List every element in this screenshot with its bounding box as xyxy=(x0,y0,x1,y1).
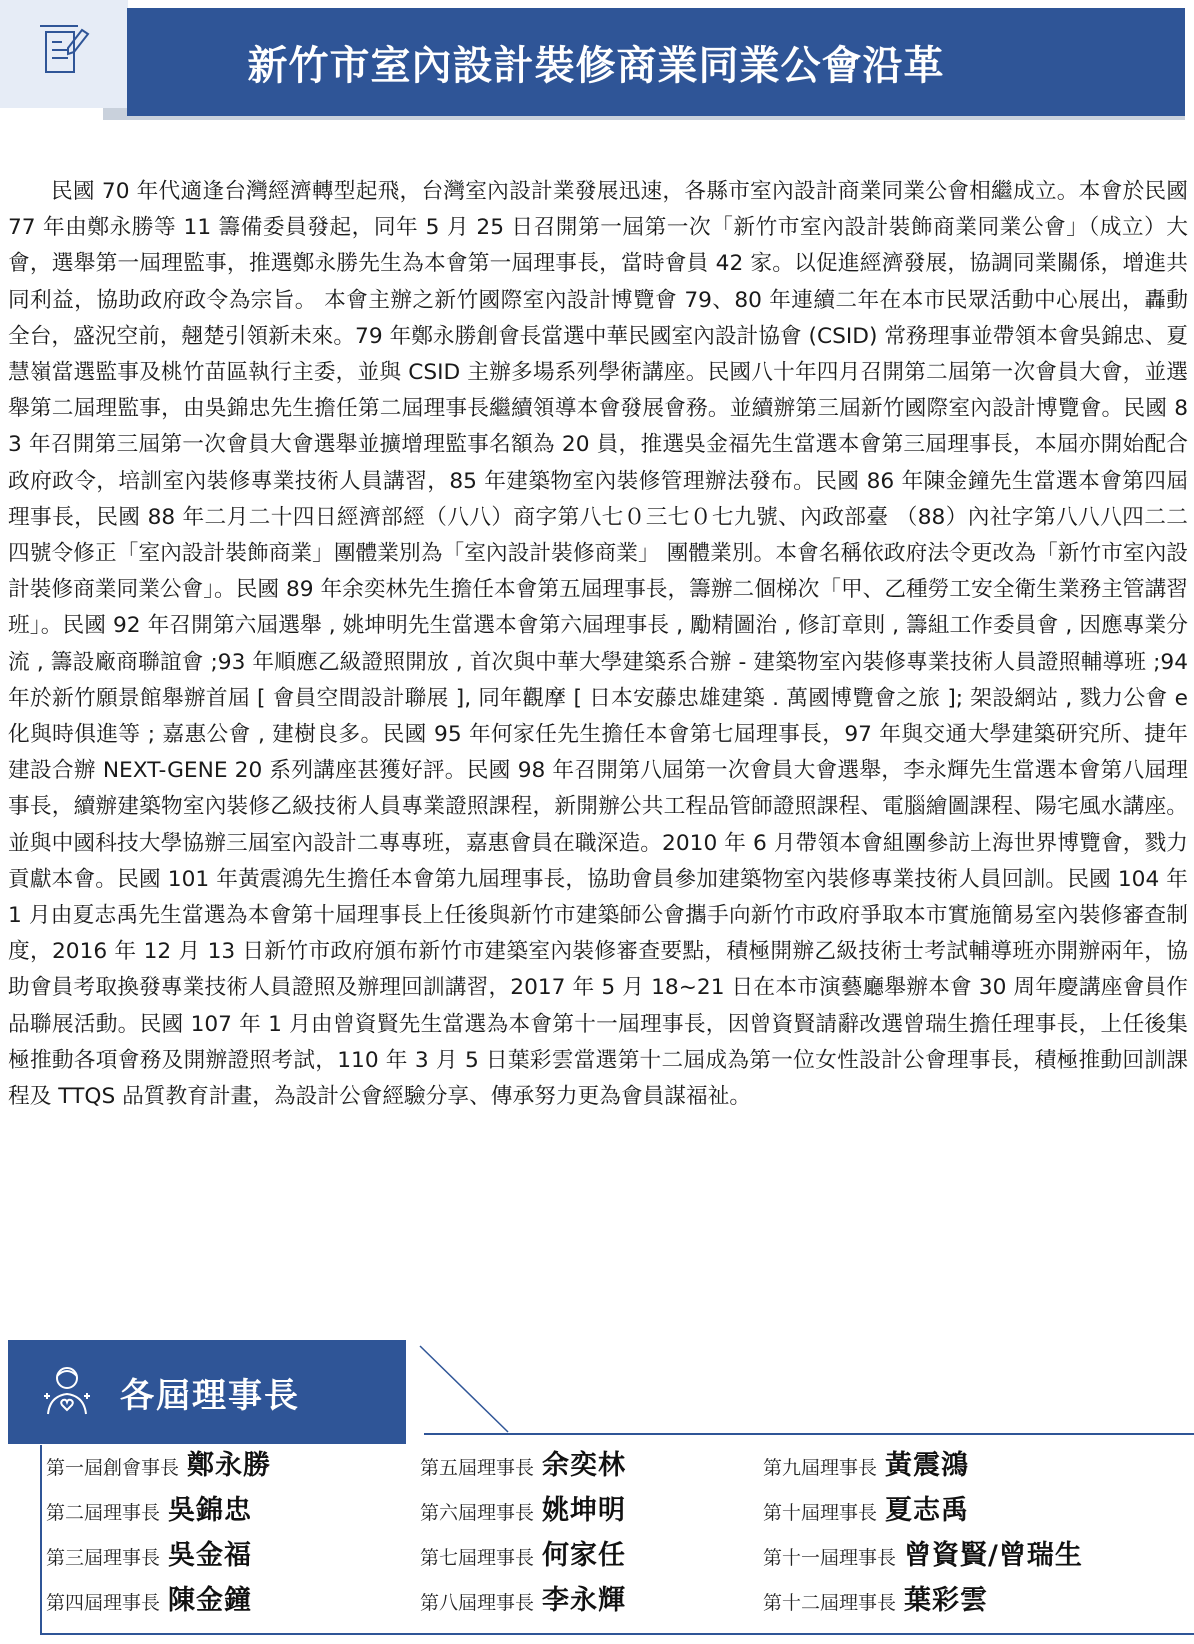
chair-item xyxy=(763,1578,1194,1623)
header-bar xyxy=(127,8,1185,116)
chair-name: 李永輝 xyxy=(542,1585,627,1616)
chair-name: 余奕林 xyxy=(542,1450,627,1481)
chair-name: 吳錦忠 xyxy=(168,1495,253,1526)
chair-role: 第十一屆理事長 xyxy=(763,1547,897,1569)
chair-name: 葉彩雲 xyxy=(904,1585,989,1616)
chair-role: 第五屆理事長 xyxy=(420,1457,535,1479)
chair-role: 第八屆理事長 xyxy=(420,1592,535,1614)
chair-item xyxy=(420,1578,763,1623)
chair-item xyxy=(420,1533,763,1578)
decorative-diagonal xyxy=(416,1342,526,1434)
chair-item xyxy=(46,1443,420,1488)
page-title: 新竹市室內設計裝修商業同業公會沿革 xyxy=(247,42,945,89)
person-heart-icon xyxy=(40,1362,94,1420)
chair-role: 第三屆理事長 xyxy=(46,1547,161,1569)
section-title: 各屆理事長 xyxy=(120,1376,300,1416)
chair-role: 第九屆理事長 xyxy=(763,1457,878,1479)
history-paragraph: 民國 70 年代適逢台灣經濟轉型起飛，台灣室內設計業發展迅速，各縣市室內設計商業同業公會相繼成立。本會於民國 77 年由鄭永勝等 11 籌備委員發起，同年 5 月 25 日召開第一屆第一次「新竹市室內設計裝飾商業同業公會」（成立）大會，選舉第一屆理監事，推選鄭永勝先生為本會第一屆理事長，當時會員 42 家。以促進經濟發展，協調同業關係，增進共同利益，協助政府政令為宗旨。 本會主辦之新竹國際室內設計博覽會 79、80 年連續二年在本市民眾活動中心展出，轟動全台，盛況空前，翹楚引領新未來。79 年鄭永勝創會長當選中華民國室內設計協會 (CSID) 常務理事並帶領本會吳錦忠、夏慧嶺當選監事及桃竹苗區執行主委，並與 CSID 主辦多場系列學術講座。民國八十年四月召開第二屆第一次會員大會，並選舉第二屆理監事，由吳錦忠先生擔任第二屆理事長繼續領導本會發展會務。並續辦第三屆新竹國際室內設計博覽會。民國 83 年召開第三屆第一次會員大會選舉並擴增理監事名額為 20 員，推選吳金福先生當選本會第三屆理事長，本屆亦開始配合政府政令，培訓室內裝修專業技術人員講習，85 年建築物室內裝修管理辦法發布。民國 86 年陳金鐘先生當選本會第四屆理事長，民國 88 年二月二十四日經濟部經（八八）商字第八七０三七０七九號、內政部臺 （88）內社字第八八八四二二四號令修正「室內設計裝飾商業」團體業別為「室內設計裝修商業」 團體業別。本會名稱依政府法令更改為「新竹市室內設計裝修商業同業公會」。民國 89 年余奕林先生擔任本會第五屆理事長，籌辦二個梯次「甲、乙種勞工安全衛生業務主管講習班」。民國 92 年召開第六屆選舉 , 姚坤明先生當選本會第六屆理事長 , 勵精圖治 , 修訂章則 , 籌組工作委員會 , 因應專業分流 , 籌設廠商聯誼會 ;93 年順應乙級證照開放 , 首次與中華大學建築系合辦 - 建築物室內裝修專業技術人員證照輔導班 ;94 年於新竹願景館舉辦首屆 [ 會員空間設計聯展 ], 同年觀摩 [ 日本安藤忠雄建築 . 萬國博覽會之旅 ]; 架設網站 , 戮力公會 e 化與時俱進等 ; 嘉惠公會 , 建樹良多。民國 95 年何家任先生擔任本會第七屆理事長，97 年與交通大學建築研究所、捷年建設合辦 NEXT-GENE 20 系列講座甚獲好評。民國 98 年召開第八屆第一次會員大會選舉，李永輝先生當選本會第八屆理事長，續辦建築物室內裝修乙級技術人員專業證照課程，新開辦公共工程品管師證照課程、電腦繪圖課程、陽宅風水講座。並與中國科技大學協辦三屆室內設計二專專班，嘉惠會員在職深造。2010 年 6 月帶領本會組團參訪上海世界博覽會，戮力貢獻本會。民國 101 年黃震鴻先生擔任本會第九屆理事長，協助會員參加建築物室內裝修專業技術人員回訓。民國 104 年 1 月由夏志禹先生當選為本會第十屆理事長上任後與新竹市建築師公會攜手向新竹市政府爭取本市實施簡易室內裝修審查制度，2016 年 12 月 13 日新竹市政府頒布新竹市建築室內裝修審查要點，積極開辦乙級技術士考試輔導班亦開辦兩年，協助會員考取換發專業技術人員證照及辦理回訓講習，2017 年 5 月 18~21 日在本市演藝廳舉辦本會 30 周年慶講座會員作品聯展活動。民國 107 年 1 月由曾資賢先生當選為本會第十一屆理事長，因曾資賢請辭改選曾瑞生擔任理事長，上任後集極推動各項會務及開辦證照考試，110 年 3 月 5 日葉彩雲當選第十二屆成為第一位女性設計公會理事長，積極推動回訓課程及 TTQS 品質教育計畫，為設計公會經驗分享、傳承努力更為會員謀福祉。 xyxy=(8,179,1188,1110)
chair-role: 第六屆理事長 xyxy=(420,1502,535,1524)
chair-item xyxy=(420,1488,763,1533)
chair-name: 何家任 xyxy=(542,1540,627,1571)
section-header xyxy=(8,1340,406,1444)
chair-item xyxy=(46,1533,420,1578)
chair-item xyxy=(763,1443,1194,1488)
divider-top xyxy=(424,1433,1194,1435)
chair-role: 第十二屆理事長 xyxy=(763,1592,897,1614)
chair-role: 第七屆理事長 xyxy=(420,1547,535,1569)
chair-role: 第四屆理事長 xyxy=(46,1592,161,1614)
document-pen-icon xyxy=(38,22,94,80)
chair-list xyxy=(46,1443,1194,1623)
chair-name: 姚坤明 xyxy=(542,1495,627,1526)
chair-role: 第二屆理事長 xyxy=(46,1502,161,1524)
chair-item xyxy=(763,1488,1194,1533)
chair-item xyxy=(46,1578,420,1623)
chair-name: 陳金鐘 xyxy=(168,1585,253,1616)
chair-item xyxy=(420,1443,763,1488)
chair-item xyxy=(46,1488,420,1533)
chair-role: 第十屆理事長 xyxy=(763,1502,878,1524)
chair-item xyxy=(763,1533,1194,1578)
chair-role: 第一屆創會事長 xyxy=(46,1457,180,1479)
chair-name: 鄭永勝 xyxy=(187,1450,272,1481)
chair-name: 黃震鴻 xyxy=(885,1450,970,1481)
chair-name: 曾資賢/曾瑞生 xyxy=(904,1540,1083,1571)
divider-left xyxy=(40,1445,42,1634)
chair-name: 夏志禹 xyxy=(885,1495,970,1526)
chair-name: 吳金福 xyxy=(168,1540,253,1571)
header-icon-box xyxy=(0,0,128,108)
divider-bottom xyxy=(40,1633,1194,1635)
